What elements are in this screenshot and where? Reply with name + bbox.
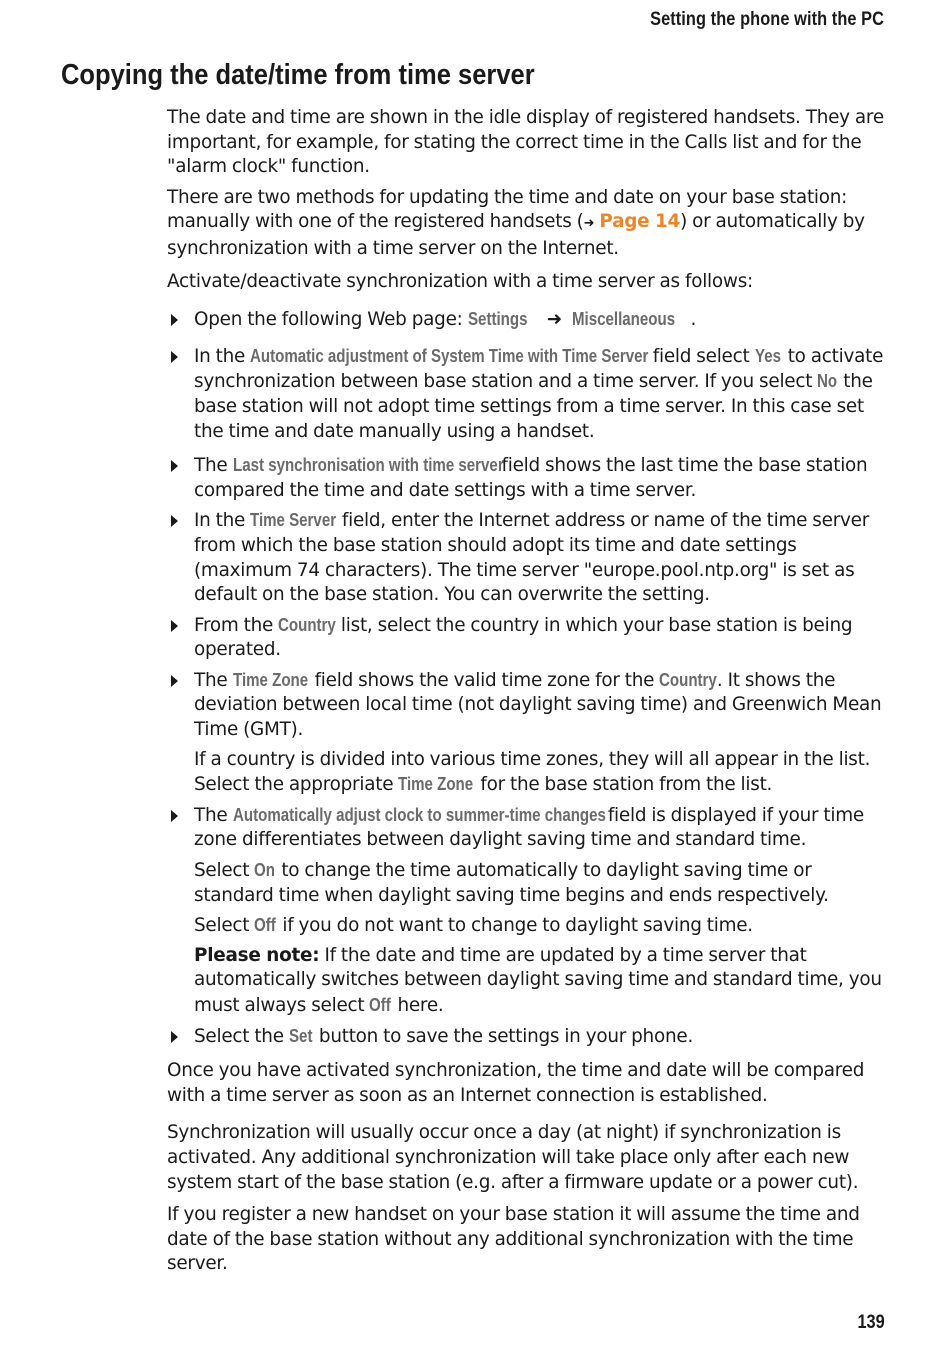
outro-paragraph: Once you have activated synchronization, the time and date will be compared with a time server as soon as an Internet connection is established. (167, 1060, 865, 1106)
outro-paragraph: If you register a new handset on your base station it will assume the time and date of the base station without any additional synchronization with the time server. (167, 1204, 860, 1275)
bullet-triangle-icon (171, 351, 178, 363)
step-item: Select the Set button to save the settings in your phone. (167, 1024, 889, 1050)
ui-term: Off (254, 914, 277, 936)
step-item: The Automatically adjust clock to summer-time changes field is displayed if your time zone differentiates between daylight saving time and standard time. Select On to change the time automatically to daylight saving time or standard time when daylight saving time begins and ends respectively. Select Off if you do not want to change to daylight saving time. Please note: If the date and time are updated by a time server that automatically switches between daylight saving time and standard time, you must always select Off here. (167, 803, 889, 1019)
bullet-triangle-icon (171, 314, 178, 326)
page-reference-link[interactable]: Page 14 (599, 211, 681, 233)
ui-term: No (817, 370, 838, 392)
ui-term: Miscellaneous (572, 308, 676, 330)
bullet-triangle-icon (171, 515, 178, 527)
page-title: Copying the date/time from time server (61, 59, 535, 91)
intro-paragraph: There are two methods for updating the time and date on your base station: manually with one of the registered handsets (➜ Page 14) or automatically by synchronization with a time server on the Internet. (167, 186, 865, 259)
running-header: Setting the phone with the PC (650, 9, 884, 30)
arrow-right-icon: ➜ (546, 309, 562, 331)
step-item: In the Automatic adjustment of System Time with Time Server field select Yes to activate synchronization between base station and a time server. If you select No the base station will not adopt time settings from a time server. In this case set the time and date manually using a handset. (167, 344, 889, 444)
note-label: Please note: (194, 944, 320, 966)
step-item: From the Country list, select the country in which your base station is being operated. (167, 613, 889, 663)
ui-term: Set (288, 1024, 313, 1046)
step-item: In the Time Server field, enter the Internet address or name of the time server from which the base station should adopt its time and date settings (maximum 74 characters). The time server "europe.pool.ntp.org" is set as default on the base station. You can overwrite the setting. (167, 508, 889, 607)
ui-term: Time Zone (232, 668, 308, 690)
bullet-triangle-icon (171, 675, 178, 687)
step-item: Open the following Web page: Settings ➜ Miscellaneous . (167, 307, 889, 333)
ui-term: Time Zone (398, 773, 474, 795)
main-content (167, 106, 889, 1283)
ui-term: Automatic adjustment of System Time with Time Server (250, 344, 649, 366)
bullet-triangle-icon (171, 460, 178, 472)
bullet-triangle-icon (171, 810, 178, 822)
intro-paragraph: Activate/deactivate synchronization with a time server as follows: (167, 270, 753, 292)
ui-term: Country (278, 613, 336, 635)
ui-term: Automatically adjust clock to summer-time changes (232, 803, 606, 825)
page-number: 139 (857, 1312, 885, 1333)
ui-term: Settings (467, 308, 528, 330)
ui-term: Last synchronisation with time server (232, 454, 504, 476)
ui-term: Time Server (250, 509, 337, 531)
ui-term: Yes (754, 344, 781, 366)
bullet-triangle-icon (171, 620, 178, 632)
step-list (167, 307, 889, 1049)
step-item: The Last synchronisation with time server field shows the last time the base station compared the time and date settings with a time server. (167, 453, 889, 503)
outro-paragraph: Synchronization will usually occur once a day (at night) if synchronization is activated. Any additional synchronization will take place only after each new system start of the base station (e.g. after a firmware update or a power cut). (167, 1122, 859, 1193)
intro-paragraph: The date and time are shown in the idle display of registered handsets. They are important, for example, for stating the correct time in the Calls list and for the "alarm clock" function. (167, 107, 884, 178)
ui-term: On (254, 859, 276, 881)
ui-term: Off (369, 994, 392, 1015)
ui-term: Country (659, 668, 718, 690)
arrow-right-icon: ➜ (583, 216, 595, 232)
step-item: The Time Zone field shows the valid time zone for the Country. It shows the deviation between local time (not daylight saving time) and Greenwich Mean Time (GMT). If a country is divided into various time zones, they will all appear in the list. Select the appropriate Time Zone for the base station from the list. (167, 668, 889, 798)
bullet-triangle-icon (171, 1031, 178, 1043)
